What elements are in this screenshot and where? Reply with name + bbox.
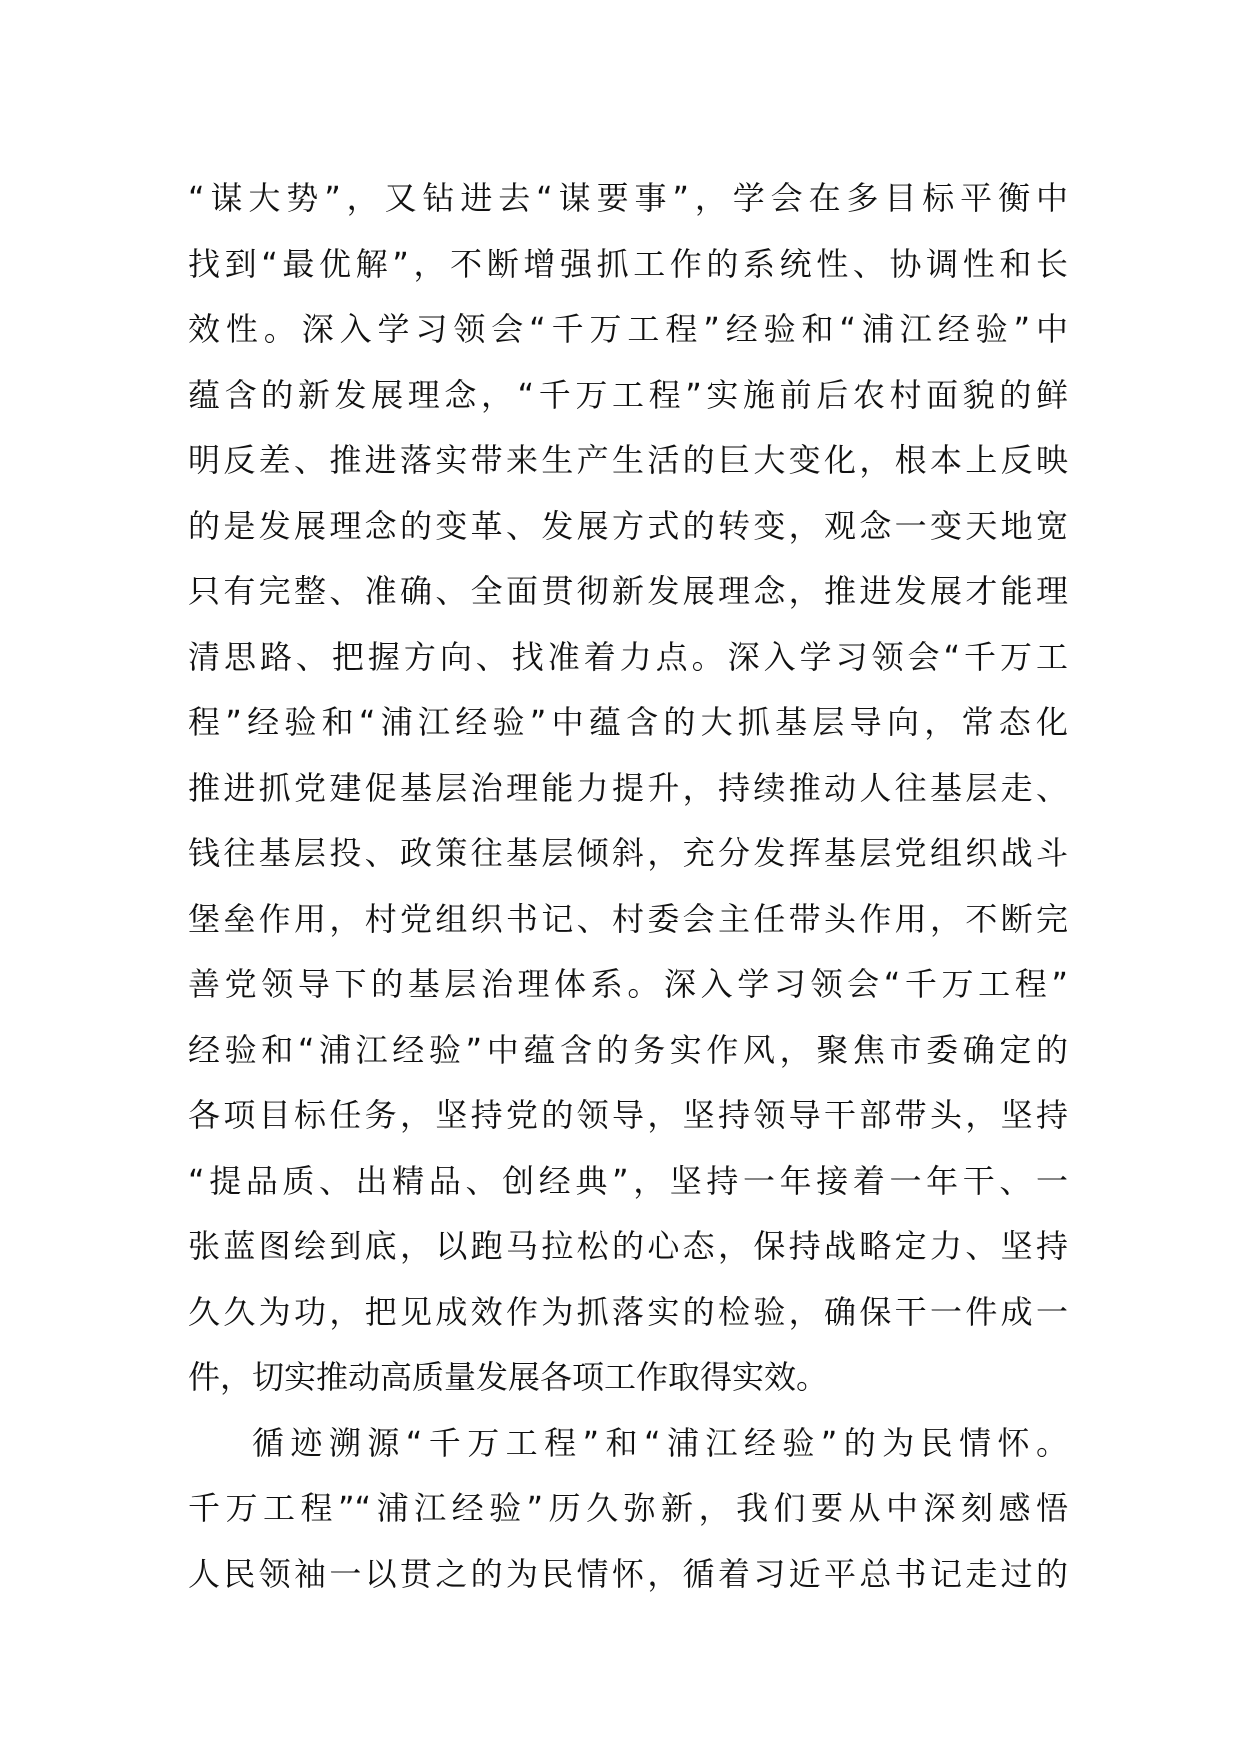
text-line: 堡垒作用，村党组织书记、村委会主任带头作用，不断完 [188, 899, 1068, 938]
text-line: 明反差、推进落实带来生产生活的巨大变化，根本上反映 [188, 441, 1068, 479]
text-line: 效性。深入学习领会“千万工程”经验和“浦江经验”中 [188, 310, 1068, 348]
text-line: 善党领导下的基层治理体系。深入学习领会“千万工程” [188, 965, 1068, 1003]
text-line: 张蓝图绘到底，以跑马拉松的心态，保持战略定力、坚持 [188, 1227, 1068, 1265]
text-line: 千万工程”“浦江经验”历久弥新，我们要从中深刻感悟 [188, 1489, 1068, 1527]
text-line: 的是发展理念的变革、发展方式的转变，观念一变天地宽 [188, 506, 1068, 545]
text-line: “提品质、出精品、创经典”，坚持一年接着一年干、一 [188, 1161, 1068, 1200]
text-line: 推进抓党建促基层治理能力提升，持续推动人往基层走、 [188, 768, 1068, 807]
paragraph-last-line: 件，切实推动高质量发展各项工作取得实效。 [188, 1358, 829, 1396]
text-line: 钱往基层投、政策往基层倾斜，充分发挥基层党组织战斗 [188, 834, 1068, 872]
text-line: 找到“最优解”，不断增强抓工作的系统性、协调性和长 [188, 244, 1068, 283]
text-line: “谋大势”，又钻进去“谋要事”，学会在多目标平衡中 [188, 179, 1068, 217]
body-text [188, 166, 1068, 1607]
text-line: 清思路、把握方向、找准着力点。深入学习领会“千万工 [188, 637, 1068, 676]
text-line: 只有完整、准确、全面贯彻新发展理念，推进发展才能理 [188, 572, 1068, 610]
text-line: 程”经验和“浦江经验”中蕴含的大抓基层导向，常态化 [188, 703, 1068, 741]
text-line: 各项目标任务，坚持党的领导，坚持领导干部带头，坚持 [188, 1096, 1068, 1134]
paragraph-first-line: 循迹溯源“千万工程”和“浦江经验”的为民情怀。 [252, 1423, 1068, 1462]
text-line: 人民领袖一以贯之的为民情怀，循着习近平总书记走过的 [188, 1554, 1068, 1593]
text-line: 久久为功，把见成效作为抓落实的检验，确保干一件成一 [188, 1292, 1068, 1331]
text-line: 经验和“浦江经验”中蕴含的务实作风，聚焦市委确定的 [188, 1030, 1068, 1069]
text-line: 蕴含的新发展理念，“千万工程”实施前后农村面貌的鲜 [188, 375, 1068, 414]
